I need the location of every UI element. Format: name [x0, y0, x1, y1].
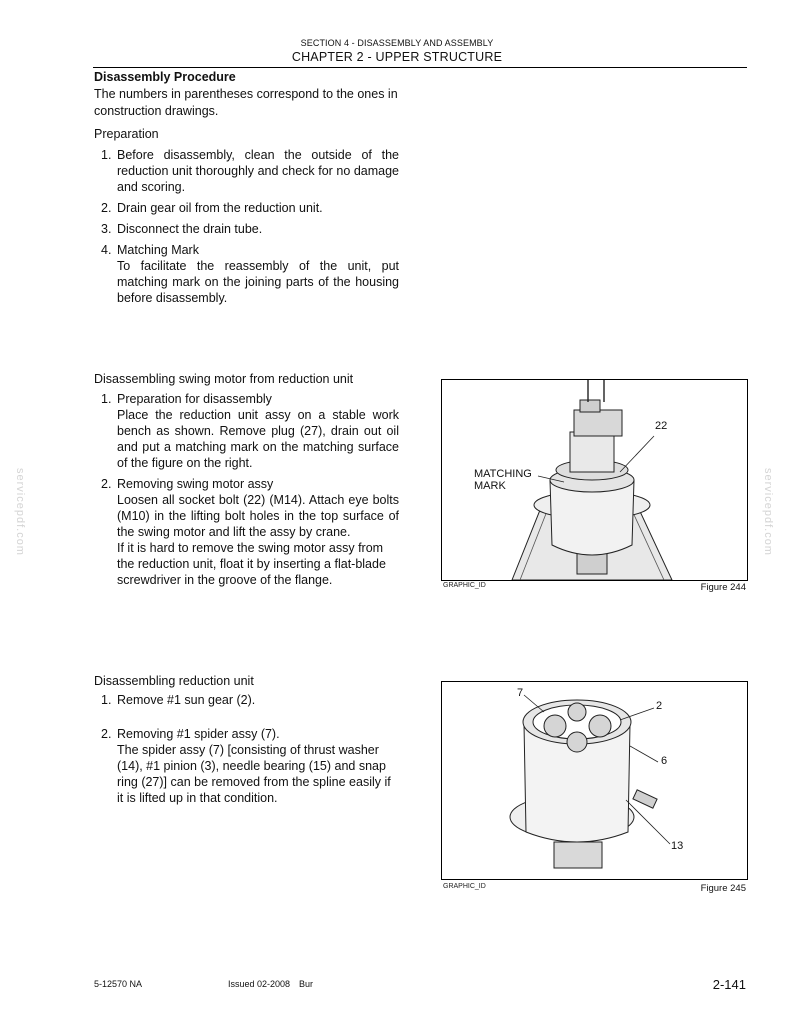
preparation-title: Preparation — [94, 127, 159, 141]
chapter-header: CHAPTER 2 - UPPER STRUCTURE — [291, 50, 503, 64]
footer-issued: Issued 02-2008 — [228, 979, 291, 989]
callout-2: 2 — [656, 700, 663, 712]
watermark-right: servicepdf.com — [762, 468, 774, 556]
page-number: 2-141 — [712, 977, 746, 992]
swing-motor-steps — [94, 391, 399, 593]
figure-245-caption: GRAPHIC_ID — [443, 883, 486, 890]
reduction-unit-steps — [94, 692, 399, 811]
list-item: 2. Drain gear oil from the reduction unit. — [101, 201, 323, 215]
list-item: 4. Matching Mark To facilitate the reassembly of the unit, put matching mark on the joining parts of the housing before disassembly. — [101, 243, 399, 305]
figure-244-caption: GRAPHIC_ID — [443, 582, 486, 589]
header-rule — [93, 67, 747, 68]
reduction-unit-title: Disassembling reduction unit — [94, 674, 254, 688]
procedure-intro: The numbers in parentheses correspond to the ones in construction drawings. — [94, 87, 398, 118]
figure-244-image — [441, 379, 748, 581]
callout-matching-mark: MATCHING MARK — [474, 468, 532, 492]
figure-245-image — [441, 681, 748, 880]
footer-lang: Bur — [299, 979, 314, 989]
callout-22: 22 — [655, 420, 668, 432]
swing-motor-title: Disassembling swing motor from reduction unit — [94, 372, 354, 386]
list-item: 1. Remove #1 sun gear (2). — [101, 693, 256, 707]
preparation-steps — [94, 147, 399, 311]
callout-13: 13 — [671, 840, 684, 852]
list-item: 2. Removing swing motor assy Loosen all socket bolt (22) (M14). Attach eye bolts (M10) in the lifting bolt holes in the top surface of the swing motor and lift the assy by crane. If it is hard to remove the swing motor assy from the reduction unit, float it by inserting a flat-blade screwdriver in the groove of the flange. — [101, 477, 399, 587]
callout-7: 7 — [517, 687, 524, 699]
list-item: 1. Preparation for disassembly Place the reduction unit assy on a stable work bench as shown. Remove plug (27), drain out oil and put a matching mark on the matching surface of the figure on the right. — [101, 392, 399, 470]
reduction-unit-illustration — [442, 682, 747, 879]
figure-244-number: Figure 244 — [700, 582, 746, 593]
callout-6: 6 — [661, 755, 668, 767]
list-item: 1. Before disassembly, clean the outside of the reduction unit thoroughly and check for no damage and scoring. — [101, 148, 399, 194]
list-item: 2. Removing #1 spider assy (7). The spider assy (7) [consisting of thrust washer (14), #1 pinion (3), needle bearing (15) and snap ring (27)] can be removed from the spline easily if it is lifted up in that condition. — [101, 727, 391, 805]
list-item: 3. Disconnect the drain tube. — [101, 222, 263, 236]
figure-245-number: Figure 245 — [700, 883, 746, 894]
procedure-title: Disassembly Procedure — [94, 70, 236, 84]
footer-doc-number: 5-12570 NA — [94, 979, 143, 989]
section-header: SECTION 4 - DISASSEMBLY AND ASSEMBLY — [300, 38, 494, 48]
watermark-left: servicepdf.com — [14, 468, 26, 556]
